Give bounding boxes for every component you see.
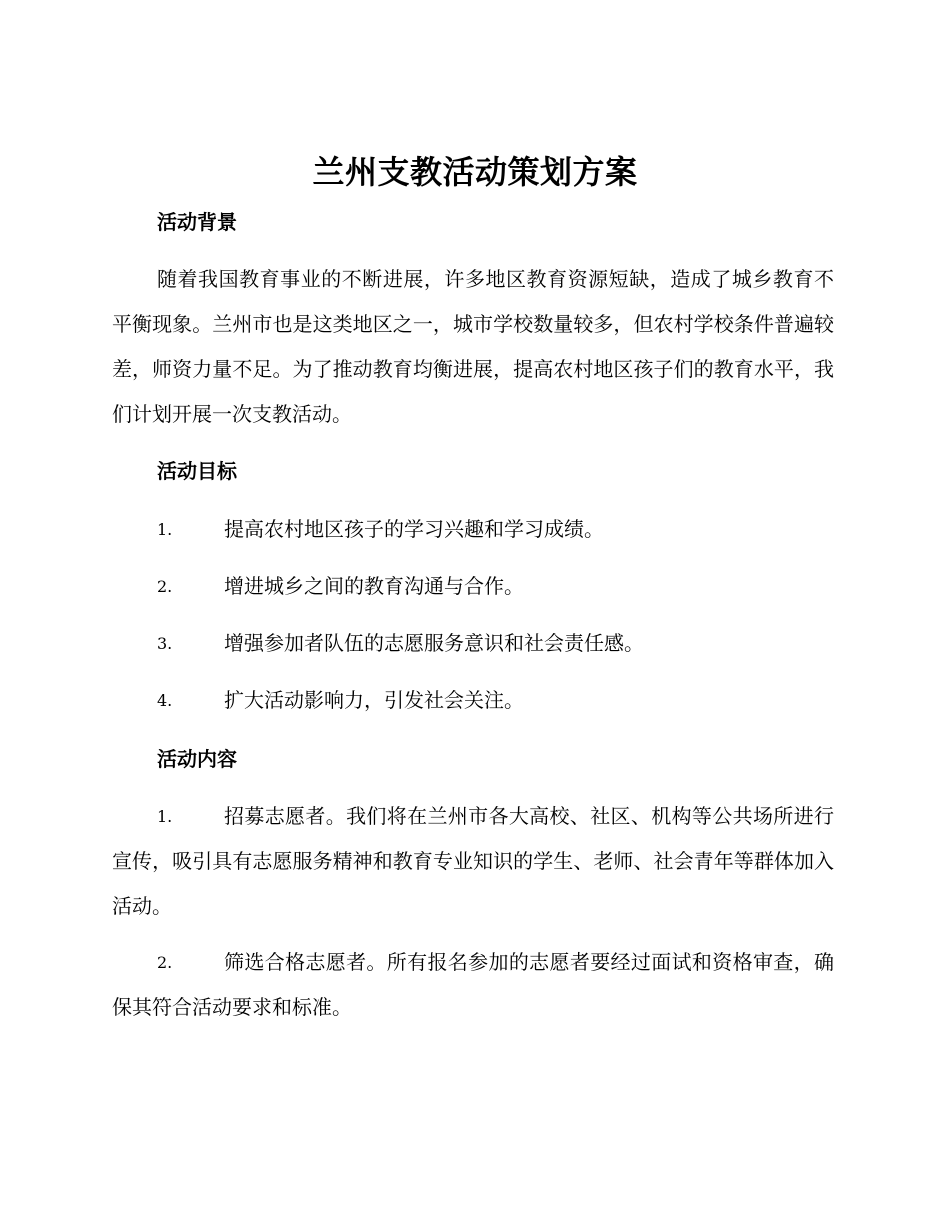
list-number: 2. bbox=[157, 953, 173, 972]
goal-item-1 bbox=[112, 507, 834, 552]
section-heading-goals: 活动目标 bbox=[157, 459, 237, 483]
goal-item-4 bbox=[112, 678, 834, 723]
goal-item-2 bbox=[112, 564, 834, 609]
section-heading-background: 活动背景 bbox=[157, 210, 237, 234]
list-item-text: 提高农村地区孩子的学习兴趣和学习成绩。 bbox=[224, 517, 604, 541]
content-item-1 bbox=[112, 794, 834, 929]
list-item-text: 增进城乡之间的教育沟通与合作。 bbox=[224, 574, 524, 598]
list-item-text: 增强参加者队伍的志愿服务意识和社会责任感。 bbox=[224, 631, 644, 655]
section-heading-content: 活动内容 bbox=[157, 747, 237, 771]
list-number: 4. bbox=[157, 691, 173, 710]
background-paragraph: 随着我国教育事业的不断进展，许多地区教育资源短缺，造成了城乡教育不平衡现象。兰州市也是这类地区之一，城市学校数量较多，但农村学校条件普遍较差，师资力量不足。为了推动教育均衡进展，提高农村地区孩子们的教育水平，我们计划开展一次支教活动。 bbox=[112, 267, 834, 426]
list-number: 3. bbox=[157, 634, 173, 653]
list-item-text: 筛选合格志愿者。所有报名参加的志愿者要经过面试和资格审查，确保其符合活动要求和标准。 bbox=[112, 950, 834, 1019]
list-item-text: 扩大活动影响力，引发社会关注。 bbox=[224, 688, 524, 712]
list-number: 2. bbox=[157, 577, 173, 596]
list-number: 1. bbox=[157, 520, 173, 539]
list-number: 1. bbox=[157, 807, 173, 826]
goal-item-3 bbox=[112, 621, 834, 666]
document-title: 兰州支教活动策划方案 bbox=[312, 153, 638, 191]
list-item-text: 招募志愿者。我们将在兰州市各大高校、社区、机构等公共场所进行宣传，吸引具有志愿服务精神和教育专业知识的学生、老师、社会青年等群体加入活动。 bbox=[112, 804, 834, 918]
content-item-2 bbox=[112, 940, 834, 1030]
